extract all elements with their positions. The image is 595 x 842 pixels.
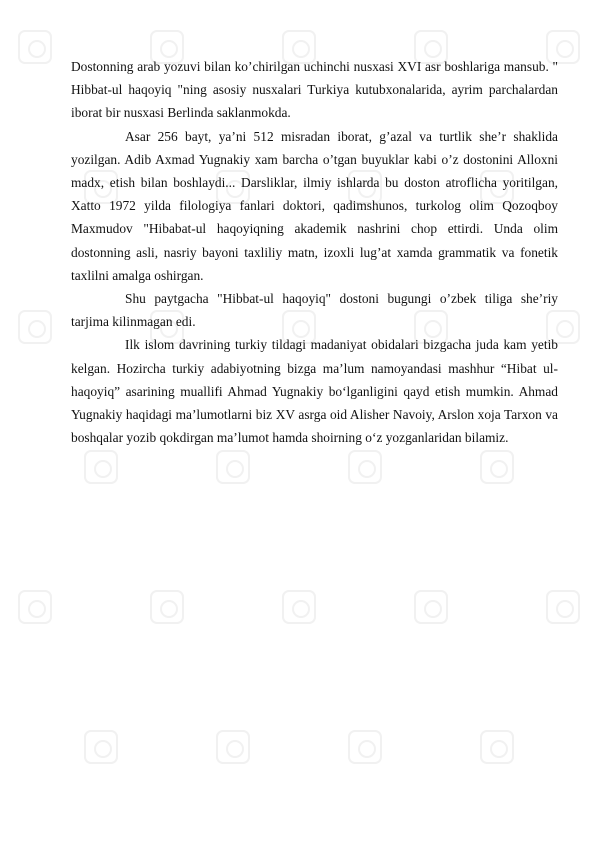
watermark-logo-icon [348,450,382,484]
watermark-logo-icon [18,30,52,64]
watermark-logo-icon [84,730,118,764]
paragraph-1: Dostonning arab yozuvi bilan ko’chirilgan uchinchi nusxasi XVI asr boshlariga mansub. " Hibbat-ul haqoyiq "ning asosiy nusxalari Turkiya kutubxonalarida, ayrim parchalardan iborat bir nusxasi Berlinda saklanmokda. [71,59,558,121]
paragraph-4: Ilk islom davrining turkiy tildagi madaniyat obidalari bizgacha juda kam yetib kelgan. Hozircha turkiy adabiyotning bizga ma’lum namoyandasi mashhur “Hibat ul-haqoyiq” asarining muallifi Ahmad Yugnakiy bo‘lganligini qayd etish mumkin. Ahmad Yugnakiy haqidagi ma’lumotlarni biz XV asrga oid Alisher Navoiy, Arslon xoja Tarxon va boshqalar yozib qokdirgan ma’lumot hamda shoirning o‘z yozganlaridan bilamiz. [71,337,558,446]
watermark-logo-icon [18,590,52,624]
body-text [71,55,558,449]
watermark-logo-icon [150,590,184,624]
paragraph-3: Shu paytgacha "Hibbat-ul haqoyiq" dostoni bugungi o’zbek tiliga she’riy tarjima kilinmagan edi. [71,291,558,330]
watermark-logo-icon [546,590,580,624]
watermark-logo-icon [216,450,250,484]
watermark-logo-icon [414,590,448,624]
paragraph-2: Asar 256 bayt, ya’ni 512 misradan iborat, g’azal va turtlik she’r shaklida yozilgan. Adib Axmad Yugnakiy xam barcha o’tgan buyuklar kabi o’z dostonini Alloxni madx, etish bilan boshlaydi... Darsliklar, ilmiy ishlarda bu doston atroflicha yoritilgan, Xatto 1972 yilda filologiya fanlari doktori, qadimshunos, turkolog olim Qozoqboy Maxmudov "Hibabat-ul haqoyiqning akademik nashrini chop ettirdi. Unda olim dostonning asli, nasriy bayoni taxliliy matn, izoxli lug’at xamda grammatik va fonetik taxlilni amalga oshirgan. [71,128,558,283]
watermark-logo-icon [282,590,316,624]
watermark-logo-icon [348,730,382,764]
watermark-logo-icon [480,450,514,484]
watermark-logo-icon [216,730,250,764]
watermark-logo-icon [18,310,52,344]
watermark-logo-icon [84,450,118,484]
watermark-logo-icon [480,730,514,764]
